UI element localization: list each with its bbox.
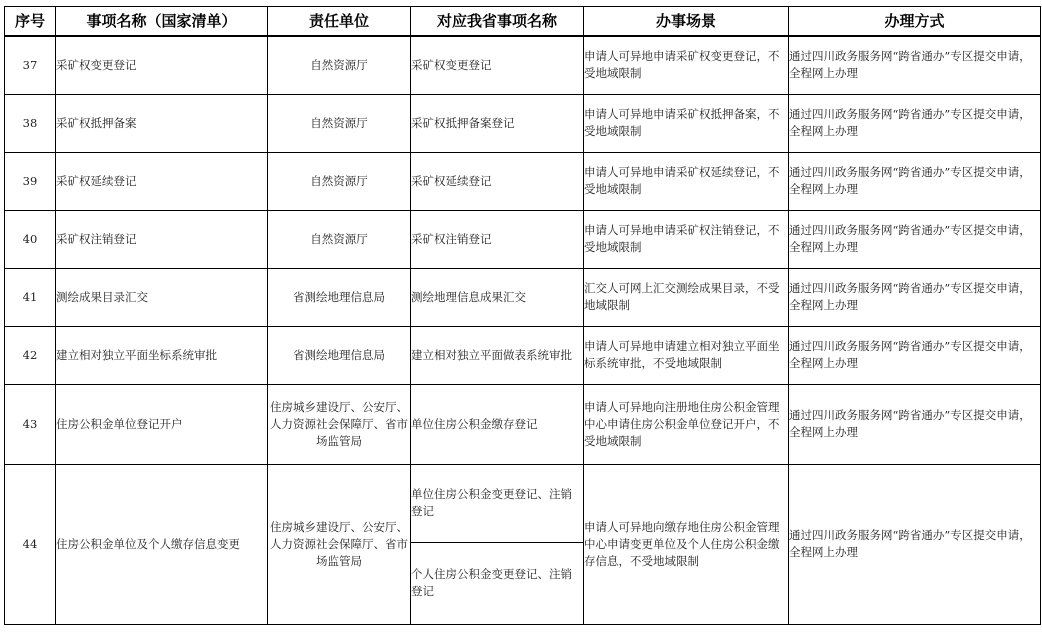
item-name: 采矿权注销登记 <box>56 210 268 268</box>
item-name: 采矿权抵押备案 <box>56 94 268 152</box>
matters-table <box>4 6 1041 625</box>
header-index: 序号 <box>5 7 56 37</box>
table-row <box>5 94 1041 152</box>
scenario: 申请人可异地申请采矿权延续登记，不受地域限制 <box>584 152 789 210</box>
province-item: 采矿权抵押备案登记 <box>411 94 584 152</box>
scenario: 申请人可异地申请建立相对独立平面坐标系统审批，不受地域限制 <box>584 326 789 384</box>
header-responsible-unit: 责任单位 <box>268 7 411 37</box>
table-row <box>5 152 1041 210</box>
header-method: 办理方式 <box>789 7 1041 37</box>
method: 通过四川政务服务网“跨省通办”专区提交申请，全程网上办理 <box>789 210 1041 268</box>
header-province-item: 对应我省事项名称 <box>411 7 584 37</box>
table-row <box>5 210 1041 268</box>
header-row <box>5 7 1041 37</box>
row-index: 37 <box>5 36 56 94</box>
responsible-unit: 自然资源厅 <box>268 36 411 94</box>
method: 通过四川政务服务网“跨省通办”专区提交申请，全程网上办理 <box>789 36 1041 94</box>
item-name: 采矿权变更登记 <box>56 36 268 94</box>
table-row <box>5 384 1041 464</box>
method: 通过四川政务服务网“跨省通办”专区提交申请，全程网上办理 <box>789 268 1041 326</box>
row-index: 39 <box>5 152 56 210</box>
scenario: 申请人可异地申请采矿权抵押备案，不受地域限制 <box>584 94 789 152</box>
table-row <box>5 326 1041 384</box>
row-index: 38 <box>5 94 56 152</box>
item-name: 住房公积金单位登记开户 <box>56 384 268 464</box>
province-item: 单位住房公积金缴存登记 <box>411 384 584 464</box>
responsible-unit: 住房城乡建设厅、公安厅、人力资源社会保障厅、省市场监管局 <box>268 464 411 624</box>
row-index: 40 <box>5 210 56 268</box>
responsible-unit: 自然资源厅 <box>268 94 411 152</box>
province-item: 测绘地理信息成果汇交 <box>411 268 584 326</box>
header-item-name: 事项名称（国家清单） <box>56 7 268 37</box>
item-name: 住房公积金单位及个人缴存信息变更 <box>56 464 268 624</box>
province-item: 建立相对独立平面做表系统审批 <box>411 326 584 384</box>
table-row <box>5 268 1041 326</box>
row-index: 43 <box>5 384 56 464</box>
scenario: 汇交人可网上汇交测绘成果目录，不受地域限制 <box>584 268 789 326</box>
scenario: 申请人可异地申请采矿权变更登记，不受地域限制 <box>584 36 789 94</box>
header-scenario: 办事场景 <box>584 7 789 37</box>
province-item: 采矿权延续登记 <box>411 152 584 210</box>
province-item: 个人住房公积金变更登记、注销登记 <box>411 542 584 624</box>
row-index: 44 <box>5 464 56 624</box>
row-index: 42 <box>5 326 56 384</box>
scenario: 申请人可异地申请采矿权注销登记，不受地域限制 <box>584 210 789 268</box>
responsible-unit: 自然资源厅 <box>268 152 411 210</box>
responsible-unit: 住房城乡建设厅、公安厅、人力资源社会保障厅、省市场监管局 <box>268 384 411 464</box>
scenario: 申请人可异地向注册地住房公积金管理中心申请住房公积金单位登记开户，不受地域限制 <box>584 384 789 464</box>
row-index: 41 <box>5 268 56 326</box>
item-name: 测绘成果目录汇交 <box>56 268 268 326</box>
table-row <box>5 36 1041 94</box>
province-item: 单位住房公积金变更登记、注销登记 <box>411 464 584 542</box>
item-name: 采矿权延续登记 <box>56 152 268 210</box>
method: 通过四川政务服务网“跨省通办”专区提交申请，全程网上办理 <box>789 94 1041 152</box>
method: 通过四川政务服务网“跨省通办”专区提交申请，全程网上办理 <box>789 464 1041 624</box>
method: 通过四川政务服务网“跨省通办”专区提交申请，全程网上办理 <box>789 326 1041 384</box>
province-item: 采矿权变更登记 <box>411 36 584 94</box>
method: 通过四川政务服务网“跨省通办”专区提交申请，全程网上办理 <box>789 384 1041 464</box>
scenario: 申请人可异地向缴存地住房公积金管理中心申请变更单位及个人住房公积金缴存信息，不受地域限制 <box>584 464 789 624</box>
province-item: 采矿权注销登记 <box>411 210 584 268</box>
method: 通过四川政务服务网“跨省通办”专区提交申请，全程网上办理 <box>789 152 1041 210</box>
table-row <box>5 464 1041 542</box>
responsible-unit: 自然资源厅 <box>268 210 411 268</box>
responsible-unit: 省测绘地理信息局 <box>268 326 411 384</box>
item-name: 建立相对独立平面坐标系统审批 <box>56 326 268 384</box>
responsible-unit: 省测绘地理信息局 <box>268 268 411 326</box>
